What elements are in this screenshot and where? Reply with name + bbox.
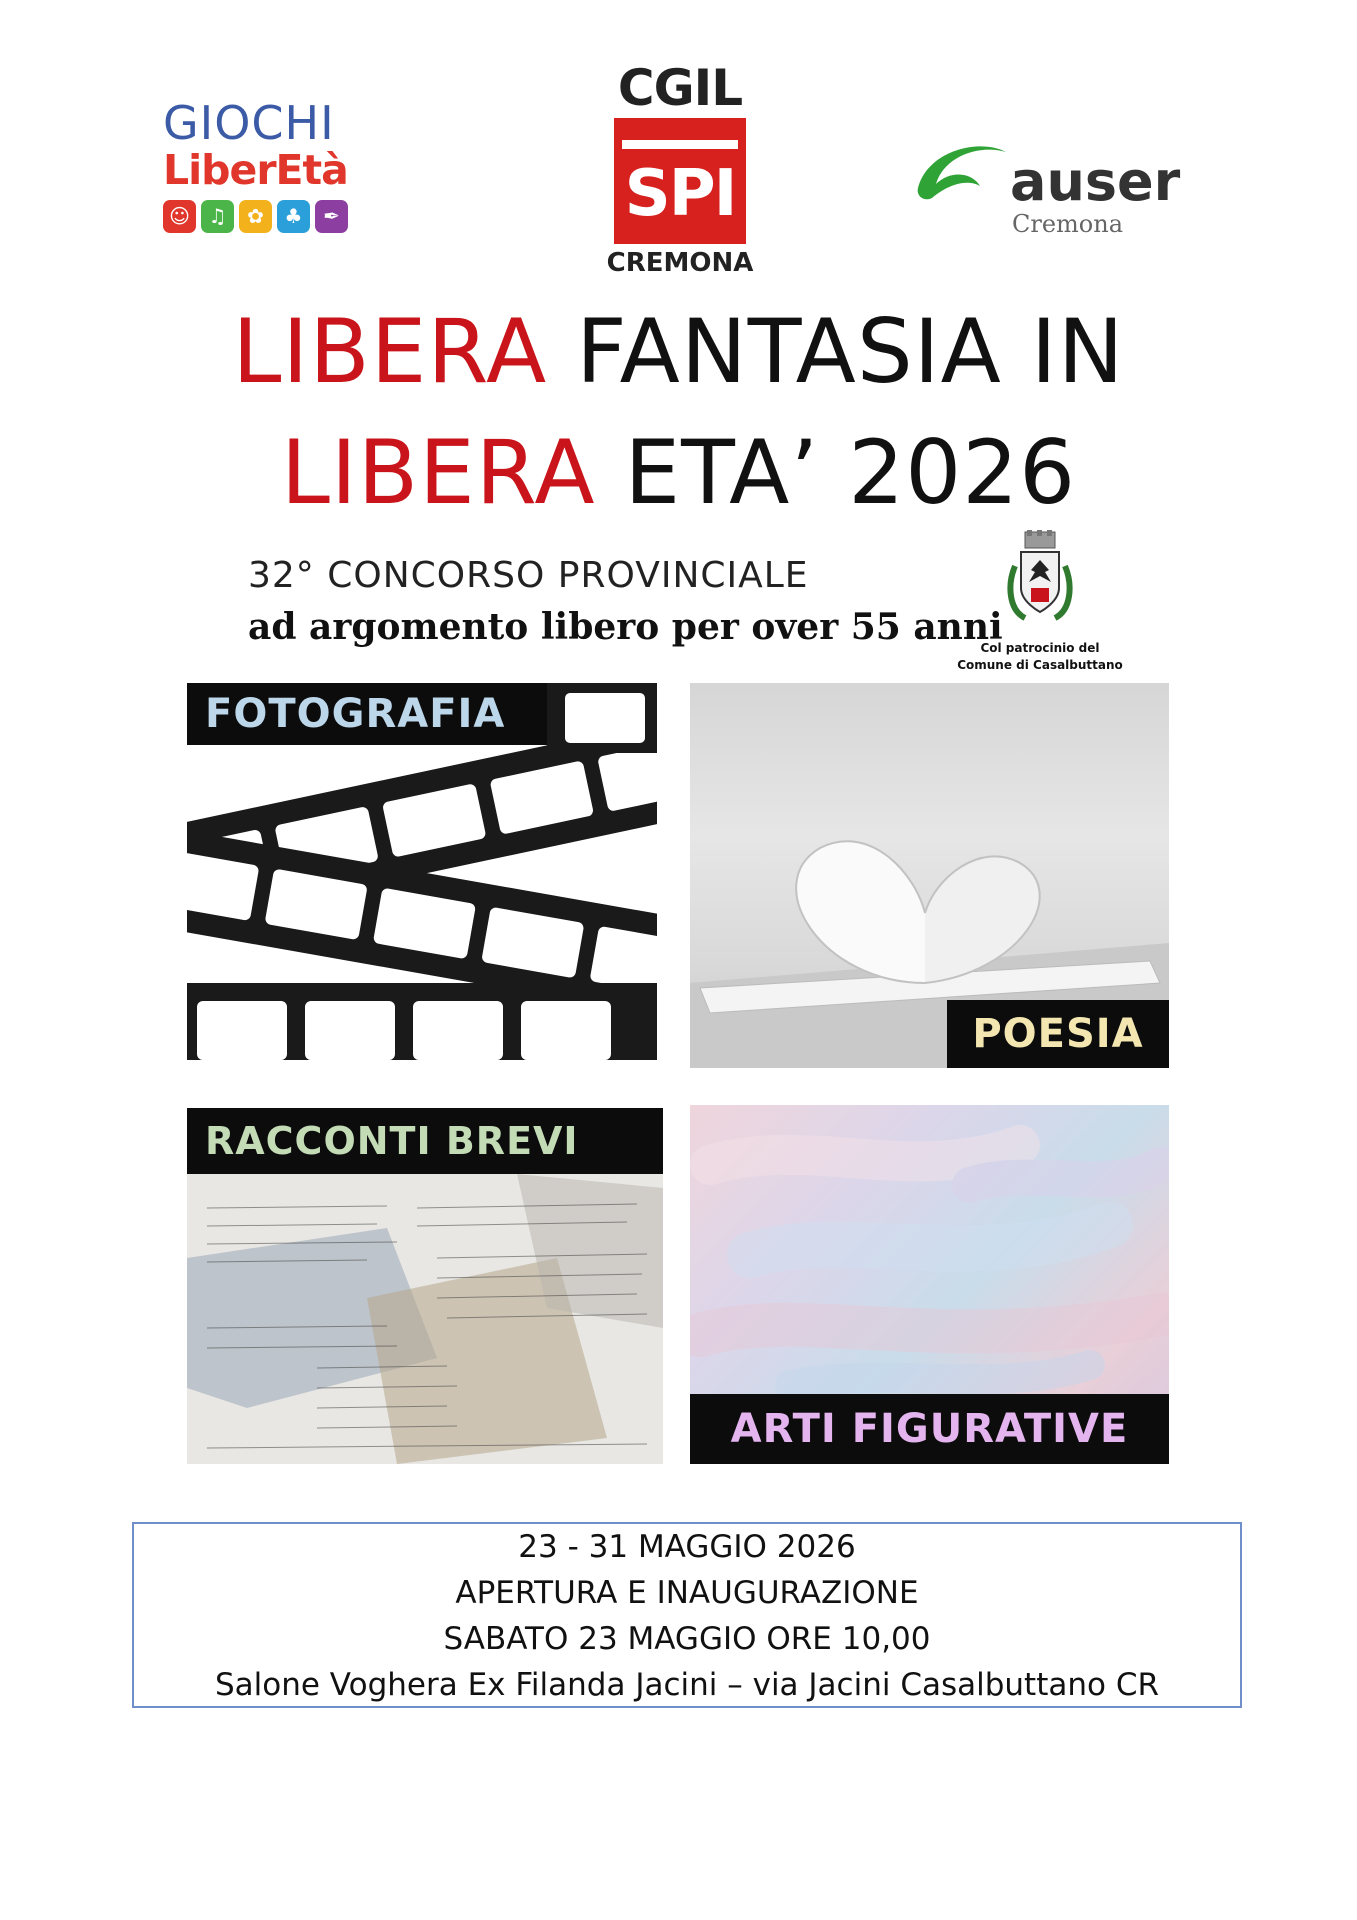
patrocinio-line-2: Comune di Casalbuttano — [957, 658, 1123, 672]
arti-panel — [690, 1105, 1169, 1464]
racconti-label: RACCONTI BREVI — [187, 1108, 663, 1174]
poesia-panel — [690, 683, 1169, 1068]
auser-city-text: Cremona — [1012, 210, 1124, 238]
giochi-liberta-logo — [163, 96, 378, 250]
cgil-spi-logo — [605, 59, 755, 278]
title-fantasia-in: FANTASIA IN — [576, 300, 1125, 403]
event-info-box — [132, 1522, 1242, 1708]
fotografia-panel — [187, 683, 657, 1060]
pen-nib-icon: ✒ — [315, 200, 348, 233]
poesia-label: POESIA — [947, 1000, 1169, 1068]
palette-icon: ✿ — [239, 200, 272, 233]
title-libera-2: LIBERA — [280, 421, 596, 524]
patrocinio-line-1: Col patrocinio del — [980, 641, 1100, 655]
auser-logo-text: auser — [1010, 150, 1181, 213]
spi-city-text: CREMONA — [606, 248, 754, 278]
event-venue: Salone Voghera Ex Filanda Jacini – via Jacini Casalbuttano CR — [214, 1667, 1160, 1703]
spi-white-bar — [622, 140, 738, 149]
auser-swoosh-icon — [910, 130, 1020, 210]
liberta-logo-text: LiberEtà — [163, 146, 348, 194]
town-crest-icon — [1005, 530, 1075, 625]
concorso-heading: 32° CONCORSO PROVINCIALE — [248, 555, 809, 596]
title-eta-year: ETA’ 2026 — [624, 421, 1077, 524]
auser-logo — [910, 130, 1181, 250]
giochi-logo-text: GIOCHI — [163, 96, 335, 150]
racconti-panel — [187, 1108, 663, 1464]
music-note-icon: ♫ — [201, 200, 234, 233]
giochi-icon-row — [163, 200, 378, 233]
event-inaugurazione: SABATO 23 MAGGIO ORE 10,00 — [443, 1621, 931, 1657]
cards-icon: ♣ — [277, 200, 310, 233]
spi-red-box — [614, 118, 746, 244]
cgil-logo-text: CGIL — [617, 59, 743, 117]
concorso-description: ad argomento libero per over 55 anni — [248, 606, 1003, 648]
patrocinio-text — [940, 640, 1140, 674]
title-libera-1: LIBERA — [232, 300, 548, 403]
fotografia-label: FOTOGRAFIA — [187, 683, 547, 745]
title-line-1 — [0, 302, 1357, 402]
spi-logo-text: SPI — [624, 157, 736, 231]
arti-label: ARTI FIGURATIVE — [690, 1394, 1169, 1464]
event-apertura: APERTURA E INAUGURAZIONE — [455, 1575, 919, 1611]
event-dates: 23 - 31 MAGGIO 2026 — [518, 1529, 856, 1565]
theatre-masks-icon: ☺ — [163, 200, 196, 233]
title-line-2 — [0, 423, 1357, 523]
